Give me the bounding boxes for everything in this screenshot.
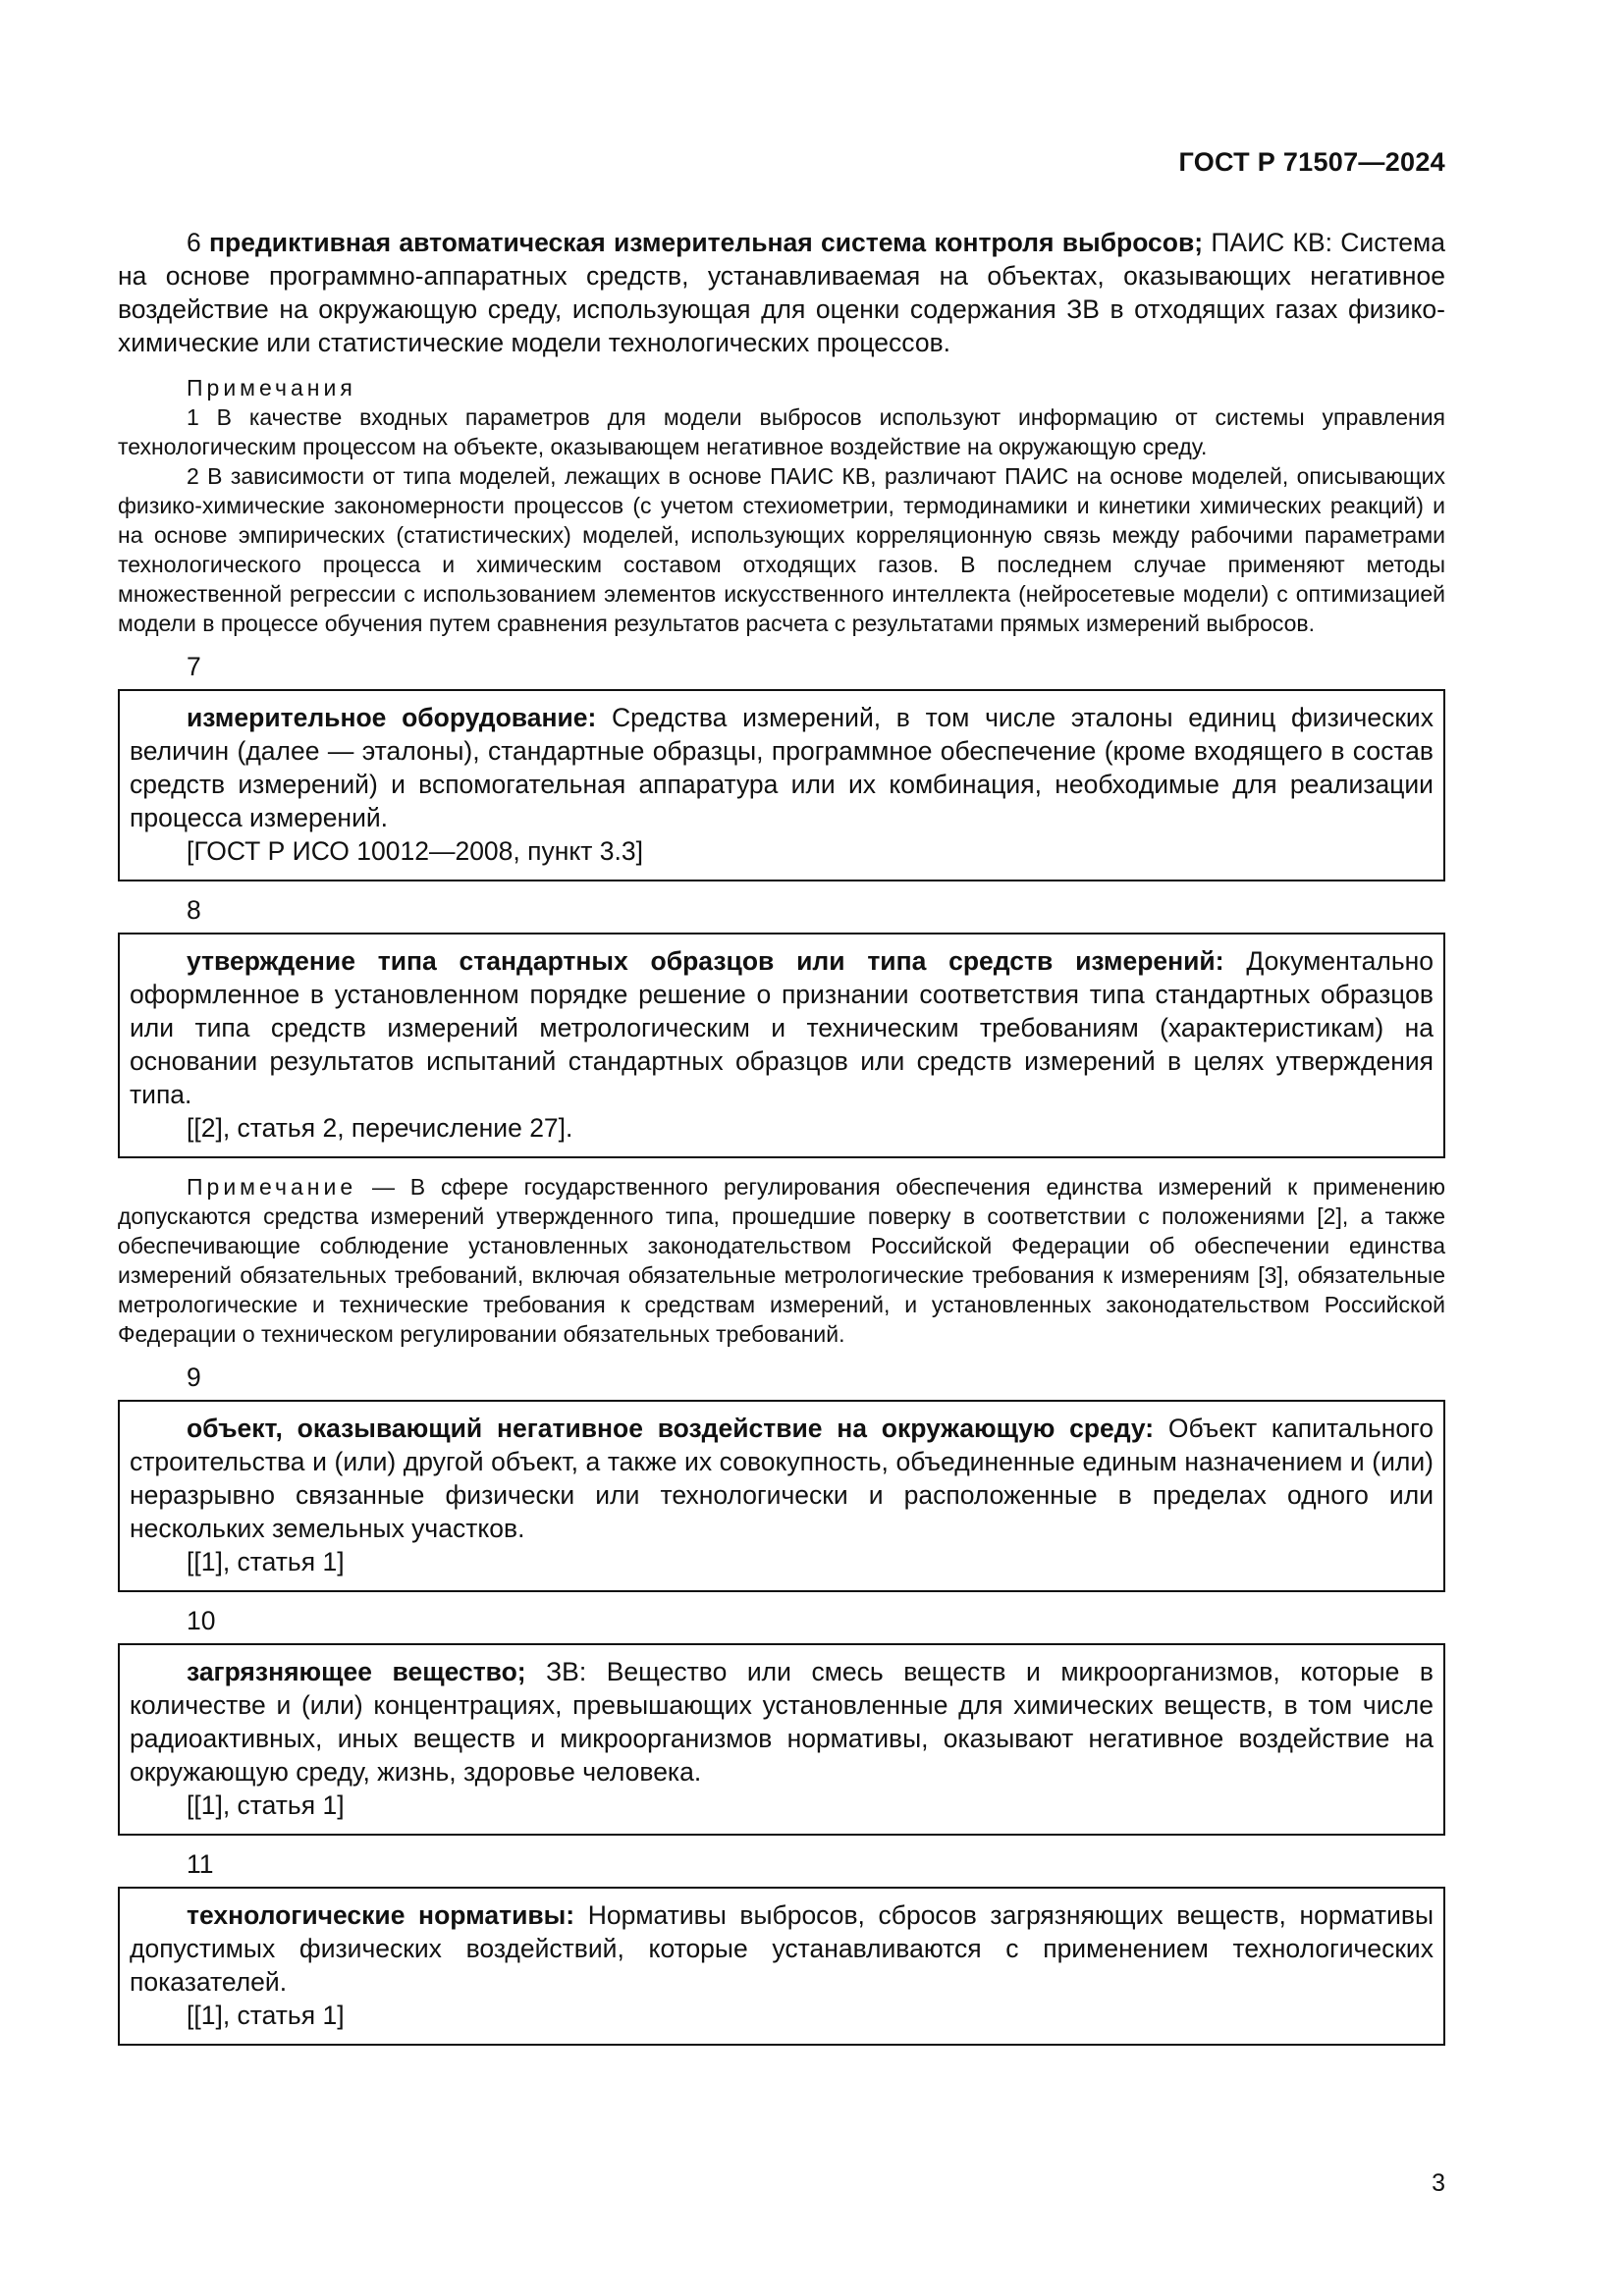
term-6-number: 6	[187, 228, 201, 257]
document-id-header: ГОСТ Р 71507—2024	[1178, 147, 1445, 177]
term-9-source: [[1], статья 1]	[187, 1547, 345, 1576]
term-8-title: утверждение типа стандартных образцов или типа средств измерений:	[187, 946, 1224, 976]
term-6-title: предиктивная автоматическая измерительная система контроля выбросов;	[209, 228, 1204, 257]
note-item-2: 2 В зависимости от типа моделей, лежащих в основе ПАИС КВ, различают ПАИС на основе моделей, описывающих физико-химические закономерности процессов (с учетом стехиометрии, термодинамики и кинетики химических реакций) и на основе эмпирических (статистических) моделей, использующих корреляционную связь между рабочими параметрами технологического процесса и химическим составом отходящих газов. В последнем случае применяют методы множественной регрессии с использованием элементов искусственного интеллекта (нейросетевые модели) с оптимизацией модели в процессе обучения путем сравнения результатов расчета с результатами прямых измерений выбросов.	[118, 463, 1445, 636]
term-6-paragraph	[118, 226, 1445, 359]
term-6-notes	[118, 373, 1445, 638]
term-7-box	[118, 689, 1445, 881]
term-8-note	[118, 1172, 1445, 1349]
term-8-definition-paragraph	[130, 944, 1434, 1111]
page-number: 3	[1432, 2169, 1445, 2197]
term-9-definition-paragraph	[130, 1412, 1434, 1545]
term-7-number: 7	[187, 652, 201, 681]
term-10-number: 10	[187, 1606, 216, 1635]
notes-heading: Примечания	[187, 375, 356, 400]
term-11-box	[118, 1887, 1445, 2046]
term-7-source: [ГОСТ Р ИСО 10012—2008, пункт 3.3]	[187, 836, 643, 866]
term-8-box	[118, 933, 1445, 1158]
term-10-title: загрязняющее вещество;	[187, 1657, 526, 1686]
term-8-number: 8	[187, 895, 201, 925]
page-content	[118, 226, 1445, 2046]
term-6-definition: ПАИС КВ: Система на основе программно-аппаратных средств, устанавливаемая на объектах, оказывающих негативное воздействие на окружающую среду, использующая для оценки содержания ЗВ в отходящих газах физико-химические или статистические модели технологических процессов.	[118, 228, 1445, 357]
term-9-title: объект, оказывающий негативное воздействие на окружающую среду:	[187, 1414, 1155, 1443]
term-8-source: [[2], статья 2, перечисление 27].	[187, 1113, 573, 1143]
term-10-source: [[1], статья 1]	[187, 1790, 345, 1820]
note-item-1: 1 В качестве входных параметров для модели выбросов используют информацию от системы управления технологическим процессом на объекте, оказывающем негативное воздействие на окружающую среду.	[118, 404, 1445, 459]
term-11-definition-paragraph	[130, 1898, 1434, 1999]
term-11-definition: Нормативы выбросов, сбросов загрязняющих веществ, нормативы допустимых физических воздействий, которые устанавливаются с применением технологических показателей.	[130, 1900, 1435, 1997]
term-9-box	[118, 1400, 1445, 1592]
term-11-number: 11	[187, 1849, 214, 1879]
term-11-source: [[1], статья 1]	[187, 2001, 345, 2030]
term-7-title: измерительное оборудование:	[187, 703, 597, 732]
term-8-note-label: Примечание	[187, 1174, 357, 1200]
term-10-definition: ЗВ: Вещество или смесь веществ и микроорганизмов, которые в количестве и (или) концентрациях, превышающих установленные для химических веществ, в том числе радиоактивных, иных веществ и микроорганизмов нормативы, оказывают негативное воздействие на окружающую среду, жизнь, здоровье человека.	[130, 1657, 1434, 1787]
term-9-definition: Объект капитального строительства и (или) другой объект, а также их совокупность, объединенные единым назначением и (или) неразрывно связанные физически или технологически и расположенные в пределах одного или нескольких земельных участков.	[130, 1414, 1434, 1543]
term-10-box	[118, 1643, 1445, 1836]
term-8-note-text: — В сфере государственного регулирования обеспечения единства измерений к применению допускаются средства измерений утвержденного типа, прошедшие поверку в соответствии с положениями [2], а также обеспечивающие соблюдение установленных законодательством Российской Федерации об обеспечении единства измерений обязательных требований, включая обязательные метрологические требования к измерениям [3], обязательные метрологические и технические требования к средствам измерений, и установленных законодательством Российской Федерации о техническом регулировании обязательных требований.	[118, 1174, 1445, 1347]
term-10-definition-paragraph	[130, 1655, 1434, 1789]
term-11-title: технологические нормативы:	[187, 1900, 575, 1930]
term-9-number: 9	[187, 1362, 201, 1392]
term-7-definition-paragraph	[130, 701, 1434, 834]
term-8-definition: Документально оформленное в установленном порядке решение о признании соответствия типа стандартных образцов или типа средств измерений метрологическим и техническим требованиям (характеристикам) на основании результатов испытаний стандартных образцов или средств измерений в целях утверждения типа.	[130, 946, 1434, 1109]
term-7-definition: Средства измерений, в том числе эталоны единиц физических величин (далее — эталоны), стандартные образцы, программное обеспечение (кроме входящего в состав средств измерений) и вспомогательная аппаратура или их комбинация, необходимые для реализации процесса измерений.	[130, 703, 1434, 832]
